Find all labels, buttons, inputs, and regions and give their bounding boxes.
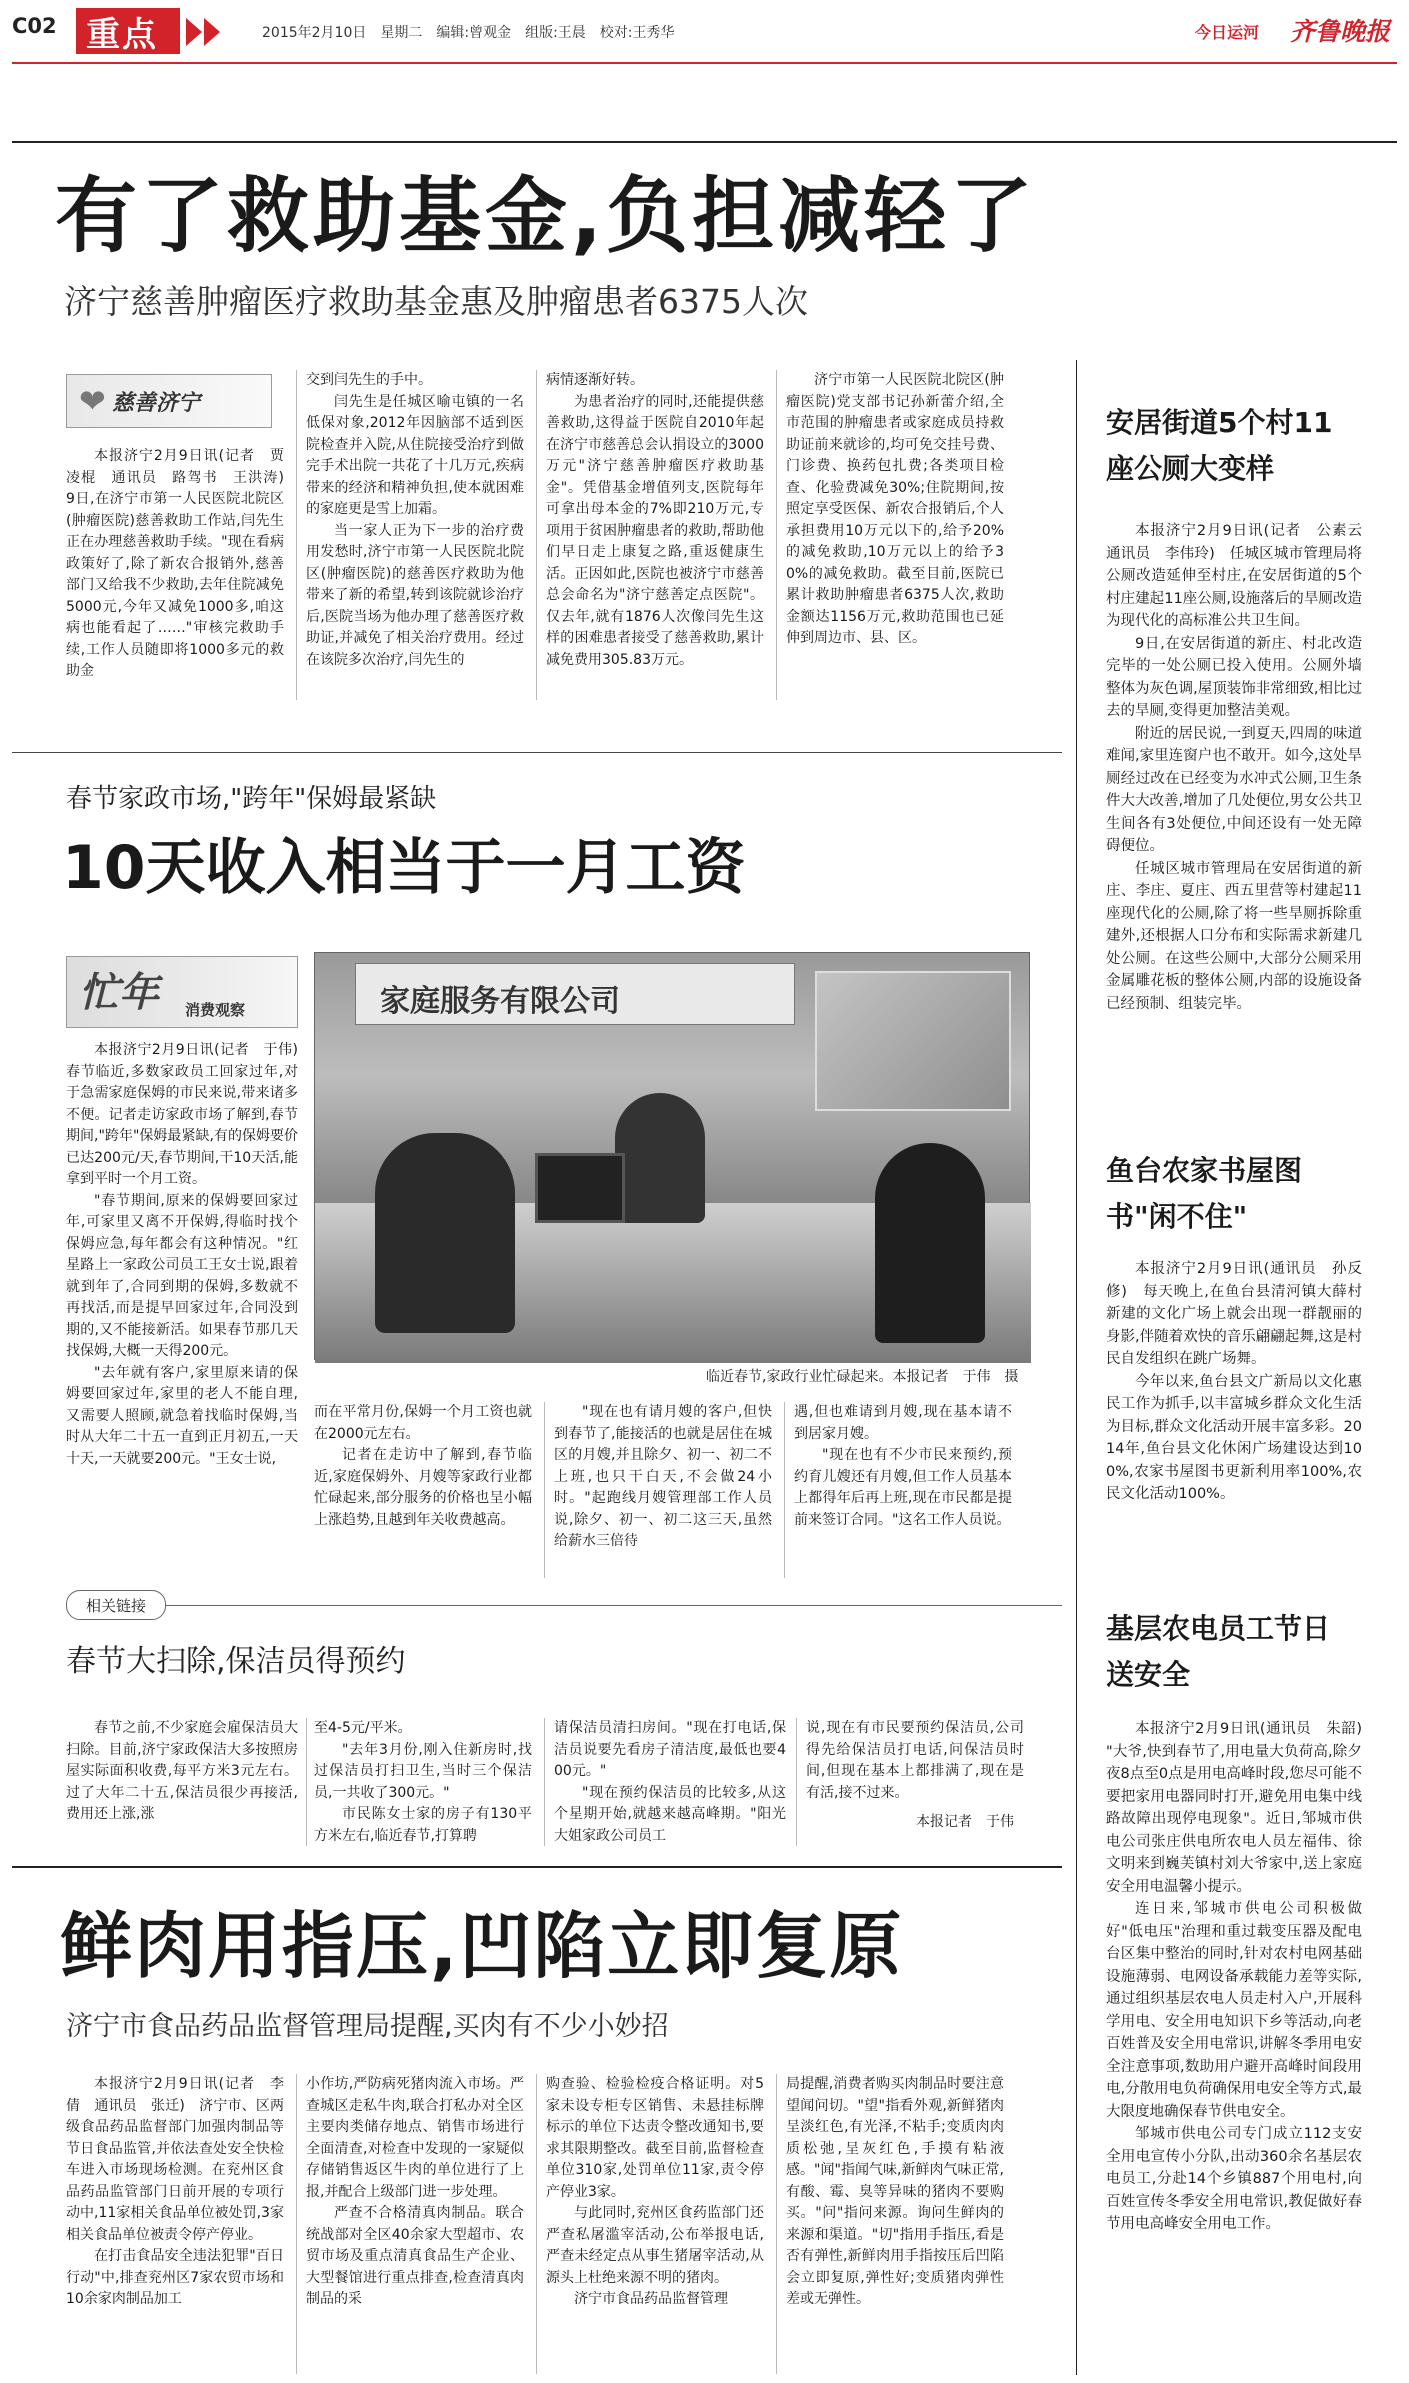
page-number: C02 xyxy=(12,14,57,38)
chevron-right-icon xyxy=(204,18,220,46)
article2-col3 xyxy=(554,1402,772,1578)
article1-badge xyxy=(66,374,272,428)
paragraph: 济宁市第一人民医院北院区(肿瘤医院)党支部书记孙新蕾介绍,全市范围的肿瘤患者或家庭成员持救助证前来就诊的,均可免交挂号费、门诊费、换药包扎费;各类项目检查、化验费减免30%;住院期间,按照定享受医保、新农合报销后,个人承担费用10万元以下的,给予20%的减免救助,10万元以上的给予30%的减免救助。截至目前,医院已累计救助肿瘤患者6375人次,救助金额达1156万元,救助范围也已延伸到周边市、县、区。 xyxy=(786,372,1004,646)
paragraph: 局提醒,消费者购买肉制品时要注意望闻问切。"望"指看外观,新鲜猪肉呈淡红色,有光泽,不粘手;变质肉肉质松弛,呈灰红色,手摸有粘液感。"闻"指闻气味,新鲜肉气味正常,有酸、霉、臭等异味的猪肉不要购买。"问"指问来源。询问生鲜肉的来源和渠道。"切"指用手指压,看是否有弹性,新鲜肉用手指按压后凹陷会立即复原,弹性好;变质猪肉弹性差或无弹性。 xyxy=(786,2076,1004,2307)
article1-col1 xyxy=(66,446,298,701)
wall-sign xyxy=(355,963,795,1025)
paragraph: 济宁市食品药品监督管理 xyxy=(574,2291,728,2307)
column-divider xyxy=(306,1718,307,1846)
related-col1 xyxy=(66,1718,298,1846)
article2-badge-main: 忙年 xyxy=(79,969,159,1016)
article1-col2 xyxy=(306,370,524,700)
column-divider xyxy=(544,1402,545,1578)
paragraph: 当一家人正为下一步的治疗费用发愁时,济宁市第一人民医院北院区(肿瘤医院)的慈善医疗救助为他带来了新的希望,转到该院就诊治疗后,医院当场为他办理了慈善医疗救助证,并减免了相关治疗费用。经过在该院多次治疗,闫先生的 xyxy=(306,522,524,668)
header-rule xyxy=(12,62,1397,64)
paragraph: 遇,但也难请到月嫂,现在基本请不到居家月嫂。 xyxy=(794,1404,1012,1442)
column-divider xyxy=(776,370,777,700)
sidebar-a3-body xyxy=(1106,1718,1377,2374)
paragraph: 与此同时,兖州区食药监部门还严查私屠滥宰活动,公布举报电话,严查未经定点从事生猪屠宰活动,从源头上杜绝来源不明的猪肉。 xyxy=(546,2205,764,2286)
paragraph: "去年3月份,刚入住新房时,找过保洁员打扫卫生,当时三个保洁员,一共收了300元。" xyxy=(314,1741,532,1801)
article1-col3 xyxy=(546,370,764,700)
sidebar-a3-title: 基层农电员工节日送安全 xyxy=(1106,1612,1331,1691)
paragraph: 任城区城市管理局在安居街道的新庄、李庄、夏庄、西五里营等村建起11座现代化的公厕,除了将一些旱厕拆除重建外,还根据人口分布和实际需求新建几处公厕。在这些公厕中,大部分公厕采用金属雕花板的整体公厕,内部的设施设备已经预制、组装完毕。 xyxy=(1106,860,1362,1012)
paragraph: 本报济宁2月9日讯(记者 李倩 通讯员 张迁) 济宁市、区两级食品药品监督部门加强肉制品等节日食品监管,并依法查处安全快检车进入市场现场检测。在兖州区食品药品监管部门日前开展的专项行动中,11家相关食品单位被处罚,3家相关食品单位被责令停产停业。 xyxy=(66,2076,284,2243)
paragraph: 邹城市供电公司专门成立112支安全用电宣传小分队,出动360余名基层农电员工,分赴14个乡镇887个用电村,向百姓宣传冬季安全用电常识,教促做好春节用电高峰安全用电工作。 xyxy=(1106,2126,1362,2232)
paragraph: 附近的居民说,一到夏天,四周的味道难闻,家里连窗户也不敢开。如今,这处旱厕经过改在已经变为水冲式公厕,卫生条件大大改善,增加了几处便位,男女公共卫生间各有3处便位,中间还设有一处无障碍便位。 xyxy=(1106,725,1362,854)
article2-col2 xyxy=(314,1402,532,1578)
article2-badge xyxy=(66,956,298,1028)
today-label: 今日运河 xyxy=(1195,23,1260,42)
article3-col2 xyxy=(306,2074,524,2374)
paragraph: 小作坊,严防病死猪肉流入市场。严查城区走私牛肉,联合打私办对全区主要肉类储存地点、销售市场进行全面清查,对检查中发现的一家疑似存储销售返区牛肉的单位进行了上报,并配合上级部门进一步处理。 xyxy=(306,2076,524,2200)
person-silhouette xyxy=(875,1143,985,1343)
sidebar-a1-title: 安居街道5个村11座公厕大变样 xyxy=(1106,406,1333,485)
paragraph: 本报济宁2月9日讯(通讯员 朱韶) "大爷,快到春节了,用电量大负荷高,除夕夜8点至0点是用电高峰时段,您尽可能不要把家用电器同时打开,避免用电集中线路故障出现停电现象"。近日,邹城市供电公司张庄供电所农电人员左福伟、徐文明来到巍芙镇村刘大爷家中,送上家庭安全用电温馨小提示。 xyxy=(1106,1721,1377,1895)
paragraph: 春节之前,不少家庭会雇保洁员大扫除。目前,济宁家政保洁大多按照房屋实际面积收费,每平方米3元左右。过了大年二十五,保洁员很少再接活,费用还上涨,涨 xyxy=(66,1720,298,1822)
related-title: 春节大扫除,保洁员得预约 xyxy=(66,1644,406,1679)
person-silhouette xyxy=(615,1093,705,1223)
heart-icon: ❤ xyxy=(79,382,106,420)
sidebar-divider xyxy=(1076,360,1077,2375)
paragraph: 本报济宁2月9日讯(通讯员 孙反修) 每天晚上,在鱼台县清河镇大薛村新建的文化广场上就会出现一群靓丽的身影,伴随着欢快的音乐翩翩起舞,这是村民自发组织在跳广场舞。 xyxy=(1106,1261,1362,1367)
column-divider xyxy=(296,370,297,700)
related-rule xyxy=(166,1605,1062,1606)
paragraph: "去年就有客户,家里原来请的保姆要回家过年,家里的老人不能自理,又需要人照顾,就急着找临时保姆,当时从大年二十五一直到正月初五,一天十天,一天就要200元。"王女士说, xyxy=(66,1364,298,1467)
column-divider xyxy=(784,1402,785,1578)
article2-title: 10天收入相当于一月工资 xyxy=(62,833,746,903)
paragraph: 说,现在有市民要预约保洁员,公司得先给保洁员打电话,问保洁员时间,但现在基本上都排满了,现在是有活,接不过来。 xyxy=(806,1720,1024,1801)
article2-kicker: 春节家政市场,"跨年"保姆最紧缺 xyxy=(66,784,437,814)
column-divider xyxy=(796,1718,797,1846)
paragraph: 今年以来,鱼台县文广新局以文化惠民工作为抓手,以丰富城乡群众文化生活为目标,群众文化活动开展丰富多彩。2014年,鱼台县文化休闲广场建设达到100%,农家书屋图书更新利用率100%,农民文化活动100%。 xyxy=(1106,1373,1362,1502)
monitor xyxy=(535,1153,625,1223)
paragraph: 连日来,邹城市供电公司积极做好"低电压"治理和重过载变压器及配电台区集中整治的同时,针对农村电网基础设施薄弱、电网设备承载能力差等实际,通过组织基层农电人员走村入户,开展科学用电、安全用电知识下乡等活动,向老百姓普及安全用电常识,讲解冬季用电安全注意事项,数助用户避开高峰时间段用电,分散用电负荷确保用电安全等方式,最大限度地确保春节供电安全。 xyxy=(1106,1901,1362,2120)
paragraph: 记者在走访中了解到,春节临近,家庭保姆外、月嫂等家政行业都忙碌起来,部分服务的价格也呈小幅上涨趋势,且越到年关收费越高。 xyxy=(314,1447,532,1528)
column-divider xyxy=(544,1718,545,1846)
section-rule xyxy=(12,752,1062,753)
column-divider xyxy=(536,2074,537,2374)
column-divider xyxy=(296,2074,297,2374)
paragraph: "现在也有不少市民来预约,预约育儿嫂还有月嫂,但工作人员基本上都得年后再上班,现在市民都是提前来签订合同。"这名工作人员说。 xyxy=(794,1447,1012,1528)
paragraph: 而在平常月份,保姆一个月工资也就在2000元左右。 xyxy=(314,1404,532,1442)
paragraph: 购查验、检验检疫合格证明。对5家未设专柜专区销售、未悬挂标牌标示的单位下达责令整改通知书,要求其限期整改。截至目前,监督检查单位310家,处罚单位11家,责令停产停业3家。 xyxy=(546,2076,764,2200)
related-col2 xyxy=(314,1718,532,1846)
related-col3 xyxy=(554,1718,786,1846)
paragraph: 本报济宁2月9日讯(记者 公素云 通讯员 李伟玲) 任城区城市管理局将公厕改造延伸至村庄,在安居街道的5个村庄建起11座公厕,设施落后的旱厕改造为现代化的高标准公共卫生间。 xyxy=(1106,523,1377,629)
article3-col4 xyxy=(786,2074,1004,2374)
article3-subtitle: 济宁市食品药品监督管理局提醒,买肉有不少小妙招 xyxy=(66,2011,669,2042)
article1-col4 xyxy=(786,370,1004,700)
paragraph: 本报济宁2月9日讯(记者 于伟) 春节临近,多数家政员工回家过年,对于急需家庭保姆的市民来说,带来诸多不便。记者走访家政市场了解到,春节期间,"跨年"保姆最紧缺,有的保姆要价已达200元/天,春节期间,干10天活,能拿到平时一个月工资。 xyxy=(66,1042,312,1187)
paragraph: 请保洁员清扫房间。"现在打电话,保洁员说要先看房子清洁度,最低也要400元。" xyxy=(554,1720,786,1779)
paragraph: 9日,在安居街道的新庄、村北改造完毕的一处公厕已投入使用。公厕外墙整体为灰色调,屋顶装饰非常细致,相比过去的旱厕,变得更加整洁美观。 xyxy=(1106,635,1362,719)
column-divider xyxy=(776,2074,777,2374)
article2-col1 xyxy=(66,1040,312,1575)
article3-title: 鲜肉用指压,凹陷立即复原 xyxy=(60,1904,904,1988)
article3-col1 xyxy=(66,2074,284,2374)
related-tag xyxy=(66,1590,166,1620)
issue-meta: 2015年2月10日 星期二 编辑:曾观金 组版:王晨 校对:王秀华 xyxy=(262,25,675,41)
paragraph: 严查不合格清真肉制品。联合统战部对全区40余家大型超市、农贸市场及重点清真食品生产企业、大型餐馆进行重点排查,检查清真肉制品的采 xyxy=(306,2205,524,2307)
paragraph: 在打击食品安全违法犯罪"百日行动"中,排查兖州区7家农贸市场和10余家肉制品加工 xyxy=(66,2248,284,2307)
article2-badge-sub: 消费观察 xyxy=(185,1001,246,1019)
person-silhouette xyxy=(375,1133,515,1333)
byline: 本报记者 于伟 xyxy=(916,1814,1014,1830)
paragraph: "现在也有请月嫂的客户,但快到春节了,能接活的也就是居住在城区的月嫂,并且除夕、初一、初二不上班,也只干白天,不会做24小时。"起跑线月嫂管理部工作人员说,除夕、初一、初二这三天,虽然给薪水三倍待 xyxy=(554,1404,772,1549)
wall-sign-text: 家庭服务有限公司 xyxy=(380,984,620,1019)
photo-caption: 临近春节,家政行业忙碌起来。本报记者 于伟 摄 xyxy=(706,1369,1019,1385)
paragraph: 病情逐渐好转。 xyxy=(546,372,644,388)
brand-logo: 齐鲁晚报 xyxy=(1290,17,1391,46)
paragraph: 闫先生是任城区喻屯镇的一名低保对象,2012年因脑部不适到医院检查并入院,从住院接受治疗到做完手术出院一共花了十几万元,疾病带来的经济和精神负担,使本就困难的家庭更是雪上加霜。 xyxy=(306,393,524,517)
section-tag xyxy=(76,8,180,54)
sidebar-a2-body xyxy=(1106,1258,1362,1558)
paragraph: 市民陈女士家的房子有130平方米左右,临近春节,打算聘 xyxy=(314,1806,532,1844)
paragraph: 为患者治疗的同时,还能提供慈善救助,这得益于医院自2010年起在济宁市慈善总会认捐设立的3000万元"济宁慈善肿瘤医疗救助基金"。凭借基金增值列支,医院每年可拿出母本金的7%即210万元,专项用于贫困肿瘤患者的救助,帮助他们早日走上康复之路,重返健康生活。正因如此,医院也被济宁市慈善总会命名为"济宁慈善定点医院"。仅去年,就有1876人次像闫先生这样的困难患者接受了慈善救助,累计减免费用305.83万元。 xyxy=(546,393,764,668)
paragraph: 交到闫先生的手中。 xyxy=(306,372,432,388)
section-rule xyxy=(12,1866,1062,1868)
sidebar-a2-title: 鱼台农家书屋图书"闲不住" xyxy=(1106,1154,1303,1233)
chevron-right-icon xyxy=(186,18,202,46)
article1-title: 有了救助基金,负担减轻了 xyxy=(55,169,1037,264)
column-divider xyxy=(536,370,537,700)
article3-col3 xyxy=(546,2074,764,2374)
office-photo xyxy=(314,952,1030,1360)
related-col4 xyxy=(806,1718,1024,1846)
paragraph: 至4-5元/平米。 xyxy=(314,1720,412,1736)
header-rule-thin xyxy=(12,141,1397,143)
section-label: 重点 xyxy=(86,14,158,55)
article1-subtitle: 济宁慈善肿瘤医疗救助基金惠及肿瘤患者6375人次 xyxy=(64,282,808,321)
paragraph: "现在预约保洁员的比较多,从这个星期开始,就越来越高峰期。"阳光大姐家政公司员工 xyxy=(554,1784,786,1844)
article2-col4 xyxy=(794,1402,1012,1578)
article1-badge-label: 慈善济宁 xyxy=(111,389,200,416)
paragraph: "春节期间,原来的保姆要回家过年,可家里又离不开保姆,得临时找个保姆应急,每年都会有这种情况。"红星路上一家政公司员工王女士说,跟着就到年了,合同到期的保姆,多数就不再找活,而是提早回家过年,合同没到期的,又不能接新活。如果春节那几天找保姆,大概一天得200元。 xyxy=(66,1192,298,1359)
related-tag-label: 相关链接 xyxy=(85,1596,146,1615)
wall-poster xyxy=(815,971,1011,1111)
paragraph: 本报济宁2月9日讯(记者 贾凌棍 通讯员 路驾书 王洪涛) 9日,在济宁市第一人民医院北院区(肿瘤医院)慈善救助工作站,闫先生正在办理慈善救助手续。"现在看病政策好了,除了新农合报销外,慈善部门又给我不少救助,去年住院减免5000元,今年又减免1000多,咱这病也能看起了……"审核完救助手续,工作人员随即将1000多元的救助金 xyxy=(66,448,298,679)
sidebar-a1-body xyxy=(1106,520,1377,1140)
